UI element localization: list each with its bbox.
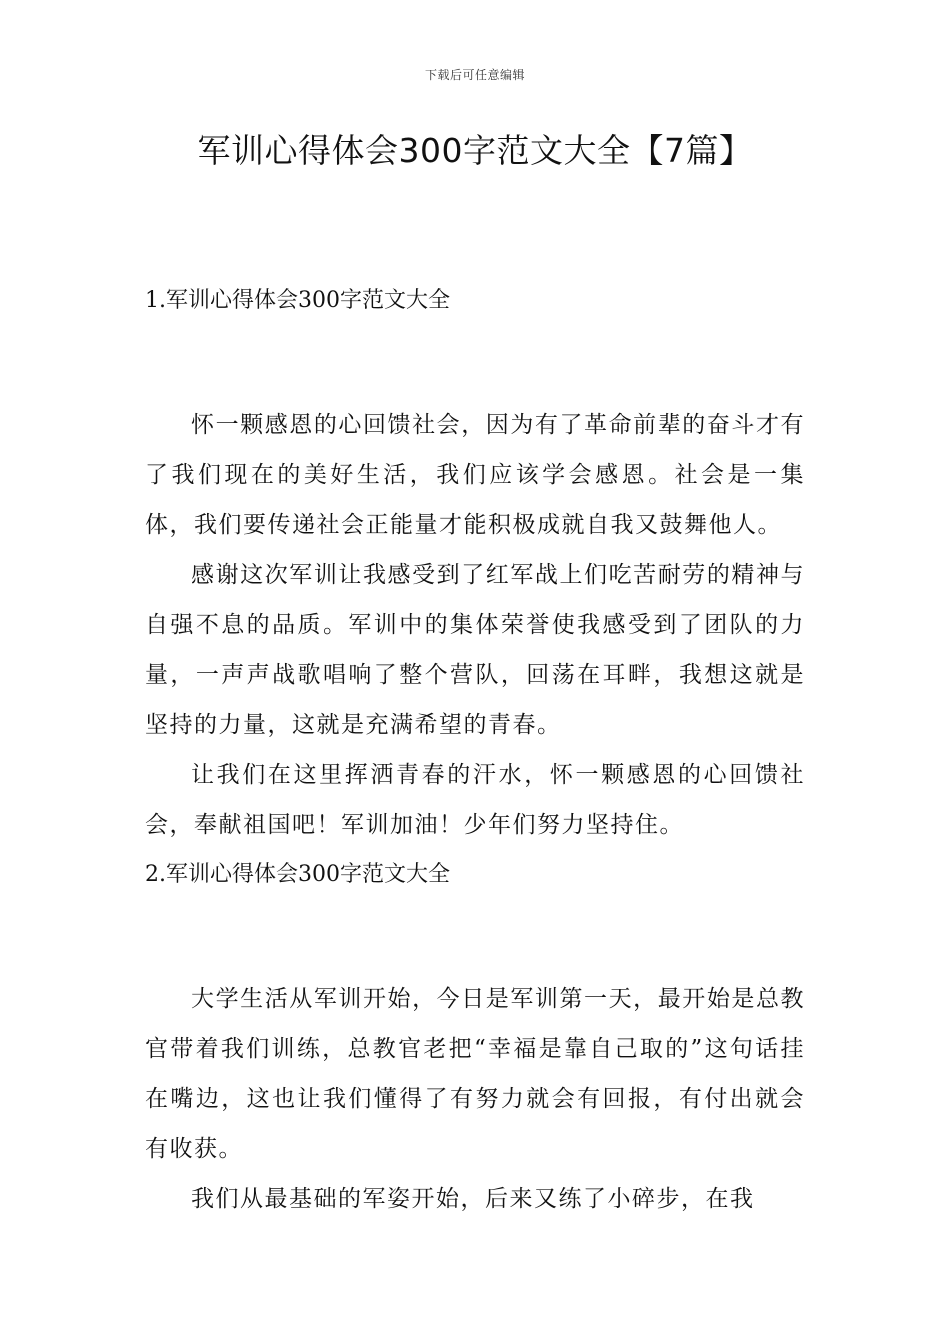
section-heading-1: 1.军训心得体会300字范文大全 [145, 288, 450, 313]
paragraph: 我们从最基础的军姿开始，后来又练了小碎步，在我 [191, 1186, 755, 1212]
header-note: 下载后可任意编辑 [424, 68, 525, 82]
document-body [145, 276, 805, 1224]
section-heading-2: 2.军训心得体会300字范文大全 [145, 862, 450, 887]
paragraph: 让我们在这里挥洒青春的汗水，怀一颗感恩的心回馈社会，奉献祖国吧！军训加油！少年们努力坚持住。 [145, 762, 805, 838]
paragraph: 怀一颗感恩的心回馈社会，因为有了革命前辈的奋斗才有了我们现在的美好生活，我们应该学会感恩。社会是一集体，我们要传递社会正能量才能积极成就自我又鼓舞他人。 [145, 412, 805, 538]
paragraph: 大学生活从军训开始，今日是军训第一天，最开始是总教官带着我们训练，总教官老把“幸福是靠自己取的”这句话挂在嘴边，这也让我们懂得了有努力就会有回报，有付出就会有收获。 [145, 986, 805, 1162]
document-title: 军训心得体会300字范文大全【7篇】 [197, 131, 753, 170]
blank-line [145, 326, 805, 376]
blank-line [145, 900, 805, 950]
paragraph: 感谢这次军训让我感受到了红军战上们吃苦耐劳的精神与自强不息的品质。军训中的集体荣誉使我感受到了团队的力量，一声声战歌唱响了整个营队，回荡在耳畔，我想这就是坚持的力量，这就是充满希望的青春。 [145, 562, 805, 738]
